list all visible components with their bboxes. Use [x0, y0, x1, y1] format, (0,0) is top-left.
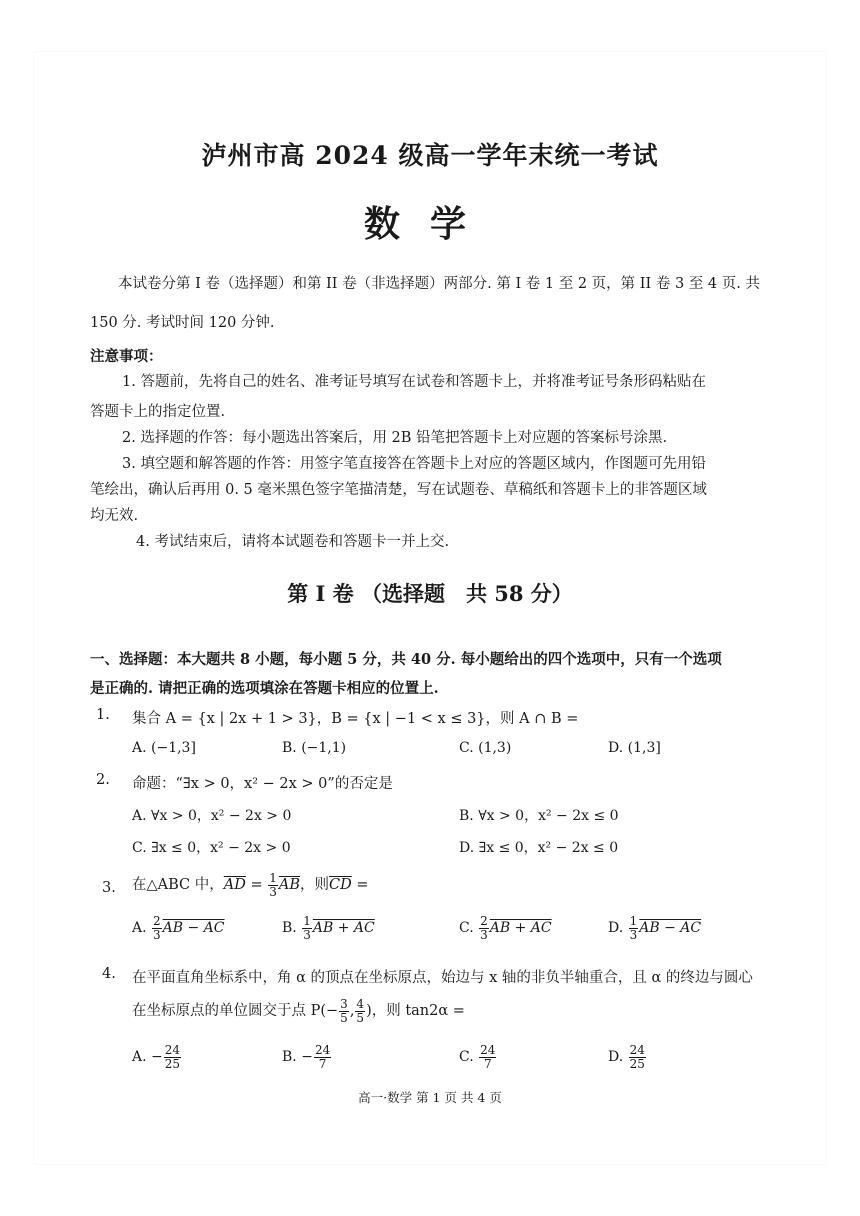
q2-option-d: D. ∃x ≤ 0，x² − 2x ≤ 0 — [459, 840, 619, 856]
q4-option-a: A. − $\frac{24}{25}$ — [132, 1043, 181, 1071]
q4-option-b: B. − $\frac{24}{7}$ — [282, 1043, 331, 1071]
note-2: 2. 选择题的作答：每小题选出答案后，用 2B 铅笔把答题卡上对应题的答案标号涂黑. — [122, 430, 668, 446]
q1-option-c: C. (1,3) — [459, 740, 512, 756]
q2-option-a: A. ∀x > 0，x² − 2x > 0 — [132, 808, 292, 824]
intro-line-2: 150 分. 考试时间 120 分钟. — [90, 315, 275, 331]
q4-line-2: 在坐标原点的单位圆交于点 P(− $\frac{3}{5}$ , $\frac{4}{5}$ )，则 tan2α = — [132, 997, 465, 1025]
q3-equals: = — [250, 877, 263, 894]
q3-vector-ad: $\overline{AD}$ — [223, 877, 246, 894]
q4-point-y-fraction: $\frac{4}{5}$ — [356, 997, 365, 1025]
intro-line-1: 本试卷分第 I 卷（选择题）和第 II 卷（非选择题）两部分. 第 I 卷 1 至 2 页，第 II 卷 3 至 4 页. 共 — [118, 276, 760, 292]
q3-stem-end: = — [356, 877, 369, 894]
exam-title: 泸州市高 2024 级高一学年末统一考试 — [201, 141, 659, 170]
note-1a: 1. 答题前，先将自己的姓名、准考证号填写在试卷和答题卡上，并将准考证号条形码粘贴在 — [122, 374, 706, 390]
note-3b: 笔绘出，确认后再用 0. 5 毫米黑色签字笔描清楚，写在试题卷、草稿纸和答题卡上的非答题区域 — [90, 482, 707, 498]
q3-option-a: A. $\frac{2}{3}$ AB − AC — [132, 914, 225, 942]
q2-stem: 命题：“∃x > 0，x² − 2x > 0”的否定是 — [132, 776, 393, 792]
q3-option-d: D. $\frac{1}{3}$ AB − AC — [608, 914, 702, 942]
q4-line-1: 在平面直角坐标系中，角 α 的顶点在坐标原点，始边与 x 轴的非负半轴重合，且 α 的终边与圆心 — [132, 970, 753, 986]
q3-vector-cd: $\overline{CD}$ — [329, 877, 352, 894]
q2-number: 2. — [96, 772, 110, 788]
note-1b: 答题卡上的指定位置. — [90, 404, 226, 420]
q4-option-d: D. $\frac{24}{25}$ — [608, 1043, 645, 1071]
q3-number: 3. — [102, 880, 116, 896]
q4-number: 4. — [102, 966, 116, 982]
subject-title: 数学 — [363, 203, 496, 245]
section-instruction-1: 一、选择题：本大题共 8 小题，每小题 5 分，共 40 分. 每小题给出的四个选项中，只有一个选项 — [90, 651, 722, 668]
q3-stem-mid: ，则 — [300, 877, 330, 894]
q3-fraction: $\frac{1}{3}$ — [269, 871, 277, 899]
q1-option-a: A. (−1,3] — [132, 740, 196, 756]
note-4: 4. 考试结束后，请将本试题卷和答题卡一并上交. — [136, 534, 450, 550]
q3-vector-ab: $\overline{AB}$ — [278, 877, 301, 894]
note-3a: 3. 填空题和解答题的作答：用签字笔直接答在答题卡上对应的答题区域内，作图题可先用铅 — [122, 456, 706, 472]
notes-heading: 注意事项： — [90, 348, 163, 365]
q4-point-x-fraction: $\frac{3}{5}$ — [340, 997, 348, 1025]
q3-stem — [132, 872, 369, 898]
q3-stem-pre: 在△ABC 中， — [132, 877, 224, 894]
q3-option-c: C. $\frac{2}{3}$ AB + AC — [459, 914, 552, 942]
section-instruction-2: 是正确的. 请把正确的选项填涂在答题卡相应的位置上. — [90, 680, 439, 697]
q2-option-b: B. ∀x > 0，x² − 2x ≤ 0 — [459, 808, 619, 824]
q1-option-b: B. (−1,1) — [282, 740, 347, 756]
q1-option-d: D. (1,3] — [608, 740, 661, 756]
note-3c: 均无效. — [90, 508, 139, 524]
page-footer: 高一·数学 第 1 页 共 4 页 — [358, 1090, 502, 1105]
q4-option-c: C. $\frac{24}{7}$ — [459, 1043, 496, 1071]
q3-option-b: B. $\frac{1}{3}$ AB + AC — [282, 914, 375, 942]
q1-stem: 集合 A = {x | 2x + 1 > 3}，B = {x | −1 < x ≤ 3}，则 A ∩ B = — [132, 711, 579, 727]
q2-option-c: C. ∃x ≤ 0，x² − 2x > 0 — [132, 840, 291, 856]
q1-number: 1. — [96, 707, 110, 723]
section-title: 第 I 卷 （选择题 共 58 分） — [287, 581, 573, 606]
